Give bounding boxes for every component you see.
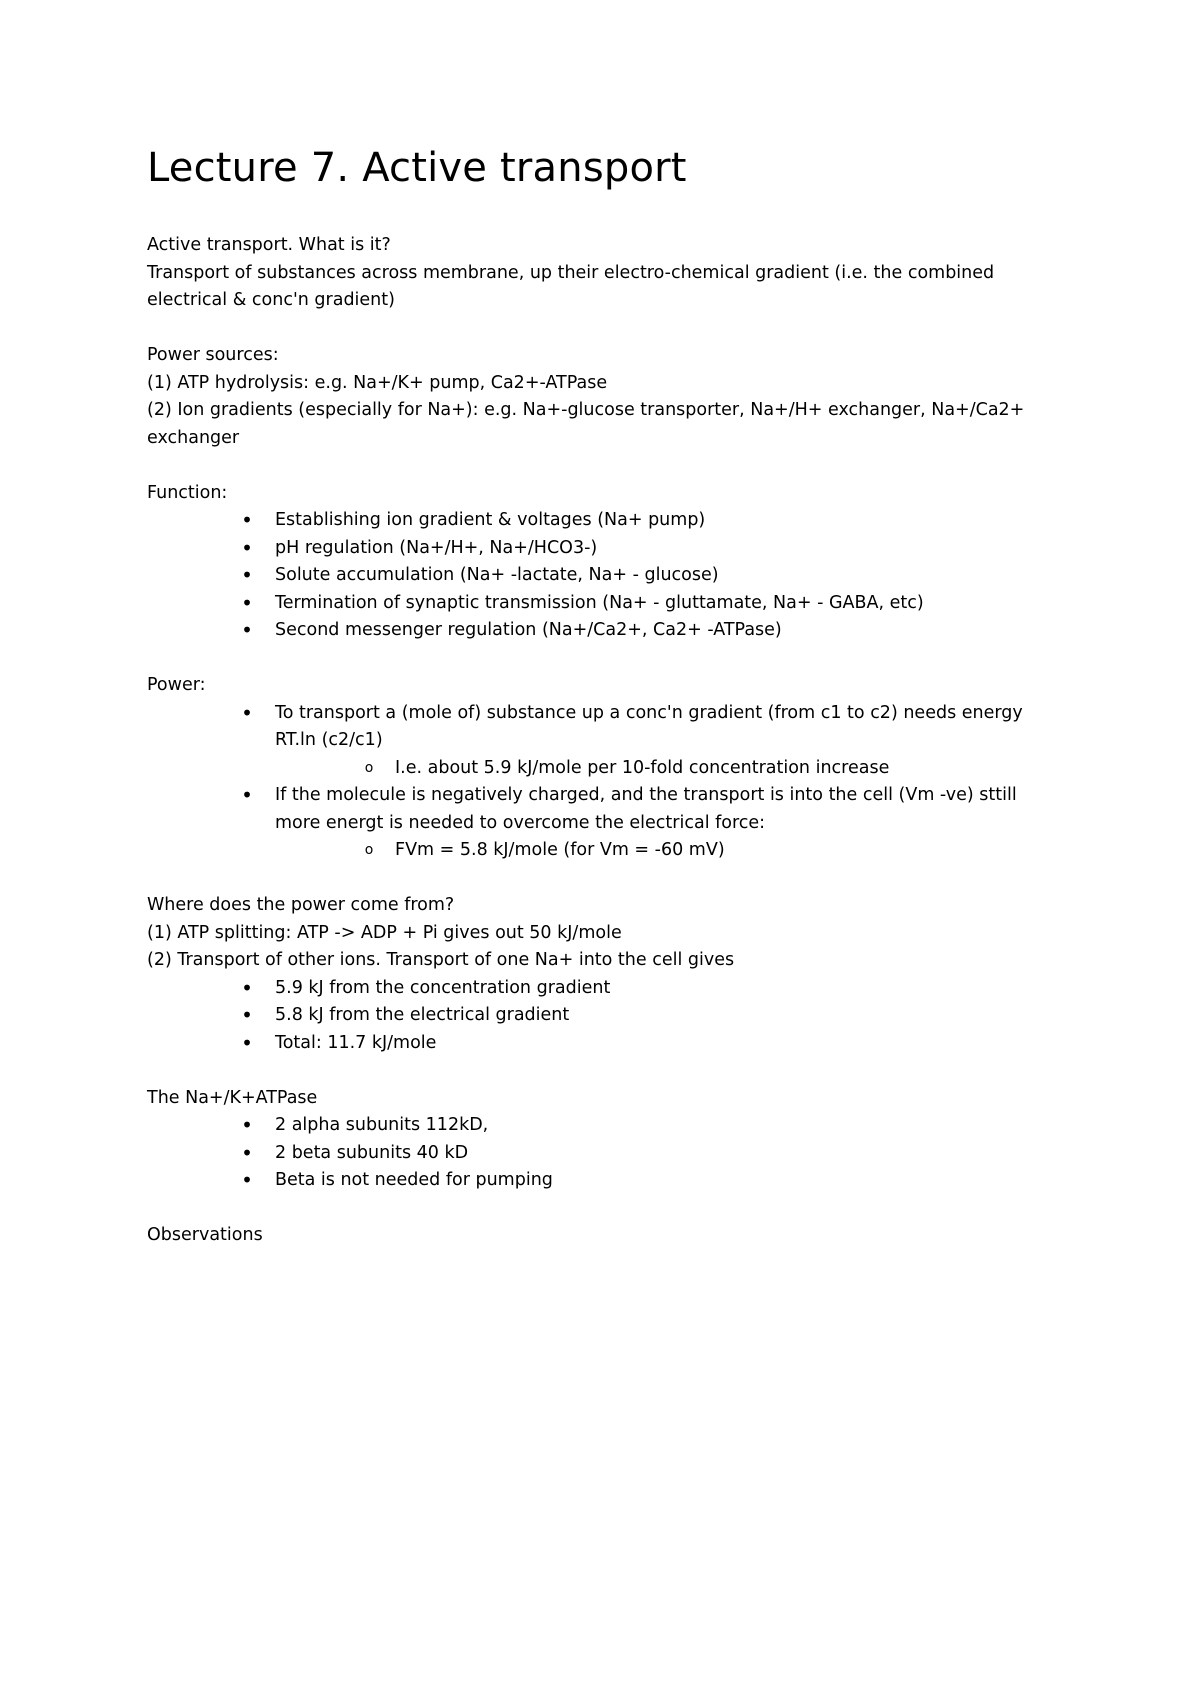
list-item-text: 5.8 kJ from the electrical gradient [275, 1005, 570, 1025]
list-item [241, 1030, 1067, 1058]
spacer [147, 1057, 1067, 1085]
intro-heading: Active transport. What is it? [147, 235, 391, 255]
bullet-icon: • [241, 1030, 253, 1055]
list-item [241, 700, 1067, 783]
bullet-icon: • [241, 1168, 253, 1192]
circle-bullet-icon: o [364, 759, 374, 776]
list-item-text: 5.9 kJ from the concentration gradient [275, 977, 611, 998]
list-item-text: Total: 11.7 kJ/mole [275, 1032, 437, 1053]
where-line: (1) ATP splitting: ATP -> ADP + Pi gives out 50 kJ/mole [147, 922, 622, 943]
where-heading: Where does the power come from? [147, 895, 455, 915]
list-item [241, 590, 1067, 618]
list-item-text: Establishing ion gradient & voltages (Na+ pump) [275, 510, 706, 530]
spacer [147, 452, 1067, 480]
where-line: (2) Transport of other ions. Transport of one Na+ into the cell gives [147, 950, 735, 970]
power-source-line: (1) ATP hydrolysis: e.g. Na+/K+ pump, Ca2+-ATPase [147, 372, 608, 393]
bullet-icon: • [241, 508, 253, 532]
bullet-icon: • [241, 590, 253, 615]
function-heading: Function: [147, 482, 228, 503]
sub-list [275, 837, 1067, 865]
bullet-icon: • [241, 975, 253, 1000]
bullet-icon: • [241, 1113, 253, 1137]
list-item [241, 782, 1067, 865]
list-item [241, 975, 1067, 1003]
list-item-text: pH regulation (Na+/H+, Na+/HCO3-) [275, 537, 598, 558]
power-sources-heading: Power sources: [147, 345, 279, 365]
power-heading: Power: [147, 675, 206, 695]
list-item-text: Second messenger regulation (Na+/Ca2+, Ca2+ -ATPase) [275, 620, 782, 640]
list-item [241, 535, 1067, 563]
list-item-text: Termination of synaptic transmission (Na+ - gluttamate, Na+ - GABA, etc) [275, 592, 924, 613]
bullet-icon: • [241, 1140, 253, 1165]
document-content [147, 140, 1067, 1250]
list-item-text: 2 beta subunits 40 kD [275, 1142, 469, 1163]
atpase-list [147, 1112, 1067, 1195]
atpase-heading: The Na+/K+ATPase [147, 1087, 318, 1108]
list-item [241, 1167, 1067, 1195]
list-item [241, 1002, 1067, 1030]
list-item [241, 617, 1067, 645]
bullet-icon: • [241, 700, 253, 725]
spacer [147, 1195, 1067, 1223]
bullet-icon: • [241, 535, 253, 560]
circle-bullet-icon: o [364, 842, 374, 858]
sub-list-item-text: FVm = 5.8 kJ/mole (for Vm = -60 mV) [395, 840, 725, 860]
power-list [147, 700, 1067, 865]
bullet-icon: • [241, 563, 253, 587]
list-item-text: If the molecule is negatively charged, and the transport is into the cell (Vm -ve) sttill more energt is needed to overcome the electrical force: [275, 785, 1017, 833]
list-item-text: To transport a (mole of) substance up a conc'n gradient (from c1 to c2) needs energy RT.ln (c2/c1) [275, 702, 1023, 750]
sub-list-item-text: I.e. about 5.9 kJ/mole per 10-fold concentration increase [395, 757, 890, 778]
list-item [241, 507, 1067, 535]
list-item [241, 562, 1067, 590]
list-item [241, 1112, 1067, 1140]
spacer [147, 645, 1067, 673]
intro-body: Transport of substances across membrane, up their electro-chemical gradient (i.e. the combined electrical & conc'n gradient) [147, 262, 995, 310]
sub-list [275, 755, 1067, 783]
bullet-icon: • [241, 618, 253, 642]
where-list [147, 975, 1067, 1058]
page-title: Lecture 7. Active transport [147, 145, 687, 191]
bullet-icon: • [241, 1003, 253, 1027]
list-item-text: Beta is not needed for pumping [275, 1170, 553, 1190]
function-list [147, 507, 1067, 645]
list-item-text: Solute accumulation (Na+ -lactate, Na+ - glucose) [275, 565, 719, 585]
power-source-line: (2) Ion gradients (especially for Na+): e.g. Na+-glucose transporter, Na+/H+ exchanger, Na+/Ca2+ exchanger [147, 400, 1025, 448]
sub-list-item [364, 837, 1067, 865]
list-item-text: 2 alpha subunits 112kD, [275, 1115, 489, 1135]
spacer [147, 315, 1067, 343]
bullet-icon: • [241, 783, 253, 807]
list-item [241, 1140, 1067, 1168]
observations-heading: Observations [147, 1225, 263, 1245]
spacer [147, 865, 1067, 893]
sub-list-item [364, 755, 1067, 783]
